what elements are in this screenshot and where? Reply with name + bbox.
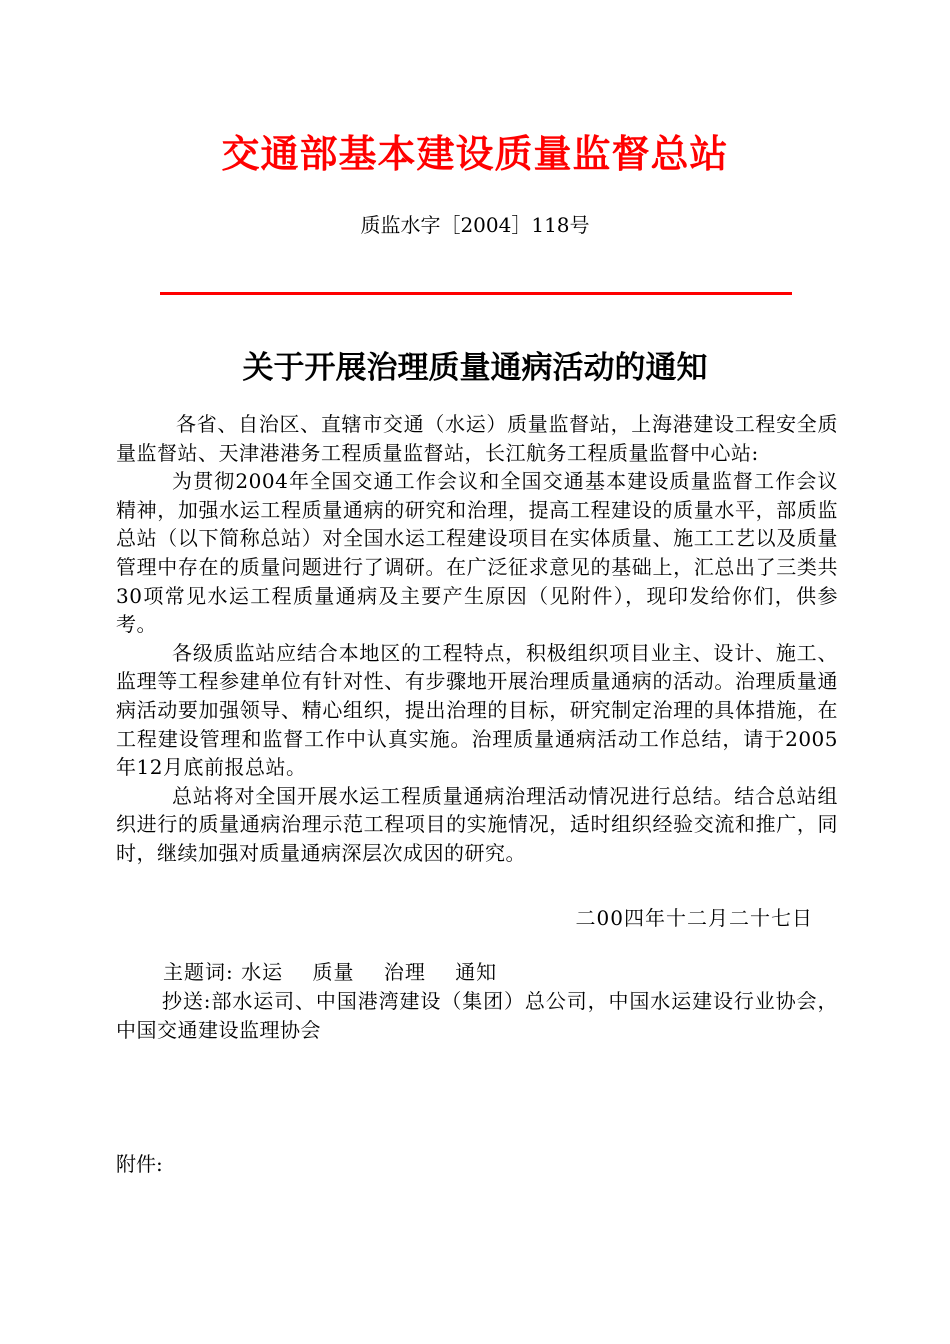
- addressee-paragraph: 各省、自治区、直辖市交通（水运）质量监督站，上海港建设工程安全质量监督站、天津港港务工程质量监督站，长江航务工程质量监督中心站:: [116, 412, 838, 465]
- issue-date: 二00四年十二月二十七日: [575, 906, 813, 930]
- red-divider-line: [160, 292, 792, 295]
- notice-title: 关于开展治理质量通病活动的通知: [242, 350, 708, 386]
- cc-block: [116, 987, 838, 1044]
- cc-recipients: 部水运司、中国港湾建设（集团）总公司，中国水运建设行业协会，中国交通建设监理协会: [116, 989, 838, 1042]
- notice-body: [116, 410, 838, 868]
- body-paragraph-1: 为贯彻2004年全国交通工作会议和全国交通基本建设质量监督工作会议精神，加强水运工程质量通病的研究和治理，提高工程建设的质量水平，部质监总站（以下简称总站）对全国水运工程建设项目在实体质量、施工工艺以及质量管理中存在的质量问题进行了调研。在广泛征求意见的基础上，汇总出了三类共30项常见水运工程质量通病及主要产生原因（见附件），现印发给你们，供参考。: [116, 469, 838, 637]
- keyword-item: 通知: [455, 960, 498, 984]
- keyword-item: 质量: [312, 960, 355, 984]
- cc-label: 抄送:: [162, 989, 212, 1013]
- body-paragraph-3: 总站将对全国开展水运工程质量通病治理活动情况进行总结。结合总站组织进行的质量通病治理示范工程项目的实施情况，适时组织经验交流和推广，同时，继续加强对质量通病深层次成因的研究。: [116, 783, 838, 865]
- document-number: 质监水字［2004］118号: [360, 213, 590, 237]
- organization-header: 交通部基本建设质量监督总站: [221, 131, 729, 176]
- attachment-label: 附件:: [116, 1152, 163, 1176]
- body-paragraph-2: 各级质监站应结合本地区的工程特点，积极组织项目业主、设计、施工、监理等工程参建单位有针对性、有步骤地开展治理质量通病的活动。治理质量通病活动要加强领导、精心组织，提出治理的目标，研究制定治理的具体措施，在工程建设管理和监督工作中认真实施。治理质量通病活动工作总结，请于2005年12月底前报总站。: [116, 640, 838, 780]
- keywords-label: 主题词:: [163, 960, 234, 984]
- keyword-item: 治理: [383, 960, 426, 984]
- keywords-line: [163, 958, 519, 986]
- keyword-item: 水运: [241, 960, 284, 984]
